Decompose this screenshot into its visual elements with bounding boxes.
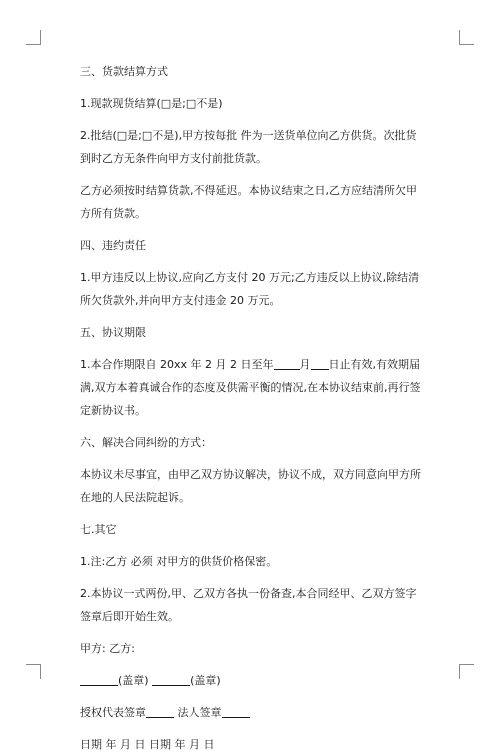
seal-line [80, 669, 425, 692]
section-4-heading: 四、违约责任 [80, 239, 146, 252]
representative-line [80, 701, 425, 724]
section-3-item-3: 乙方必须按时结算货款,不得延迟。本协议结束之日,乙方应结清所欠甲方所有货款。 [80, 184, 417, 220]
legal-label: 法人签章 [177, 706, 222, 719]
signature-parties: 甲方: 乙方: [80, 642, 135, 655]
section-4-item-1: 1.甲方违反以上协议,应向乙方支付 20 万元;乙方违反以上协议,除结清所欠货款外,并向甲方支付违金 20 万元。 [80, 271, 420, 307]
rep-label: 授权代表签章 [80, 706, 146, 719]
crop-mark-top-left [26, 30, 41, 45]
crop-mark-top-right [459, 30, 474, 45]
document-body [80, 60, 425, 756]
section-7-item-1: 1.注:乙方 必须 对甲方的供货价格保密。 [80, 555, 278, 568]
section-3-heading: 三、货款结算方式 [80, 65, 168, 78]
date-line: 日期 年 月 日 日期 年 月 日 [80, 738, 215, 751]
section-3-item-2: 2.批结(□是;□不是),甲方按每批 件为一送货单位向乙方供货。次批货到时乙方无条件向甲方支付前批货款。 [80, 129, 417, 165]
month-blank [274, 357, 300, 370]
crop-mark-bottom-left [26, 664, 41, 679]
section-6-heading: 六、解决合同纠纷的方式： [80, 436, 212, 449]
seal-blank-b [152, 673, 190, 686]
section-6-item-1: 本协议未尽事宜，由甲乙双方协议解决，协议不成，双方同意向甲方所在地的人民法院起诉。 [80, 468, 421, 504]
seal-label-a: (盖章) [118, 674, 149, 687]
section-5-item-1 [80, 353, 425, 422]
seal-label-b: (盖章) [190, 674, 221, 687]
section-3-item-1: 1.现款现货结算(□是;□不是) [80, 97, 223, 110]
term-text-end: 日止有效,有效期届满,双方本着真诚合作的态度及供需平衡的情况,在本协议结束前,再行签定新协议书。 [80, 358, 421, 417]
day-blank [311, 357, 329, 370]
seal-blank-a [80, 673, 118, 686]
crop-mark-bottom-right [459, 664, 474, 679]
section-7-heading: 七.其它 [80, 523, 117, 536]
term-text-month: 月 [299, 358, 311, 371]
section-5-heading: 五、协议期限 [80, 326, 146, 339]
section-7-item-2: 2.本协议一式两份,甲、乙双方各执一份备查,本合同经甲、乙双方签字签章后即开始生效。 [80, 587, 417, 623]
term-text-start: 1.本合作期限自 20xx 年 2 月 2 日至年 [80, 358, 274, 371]
